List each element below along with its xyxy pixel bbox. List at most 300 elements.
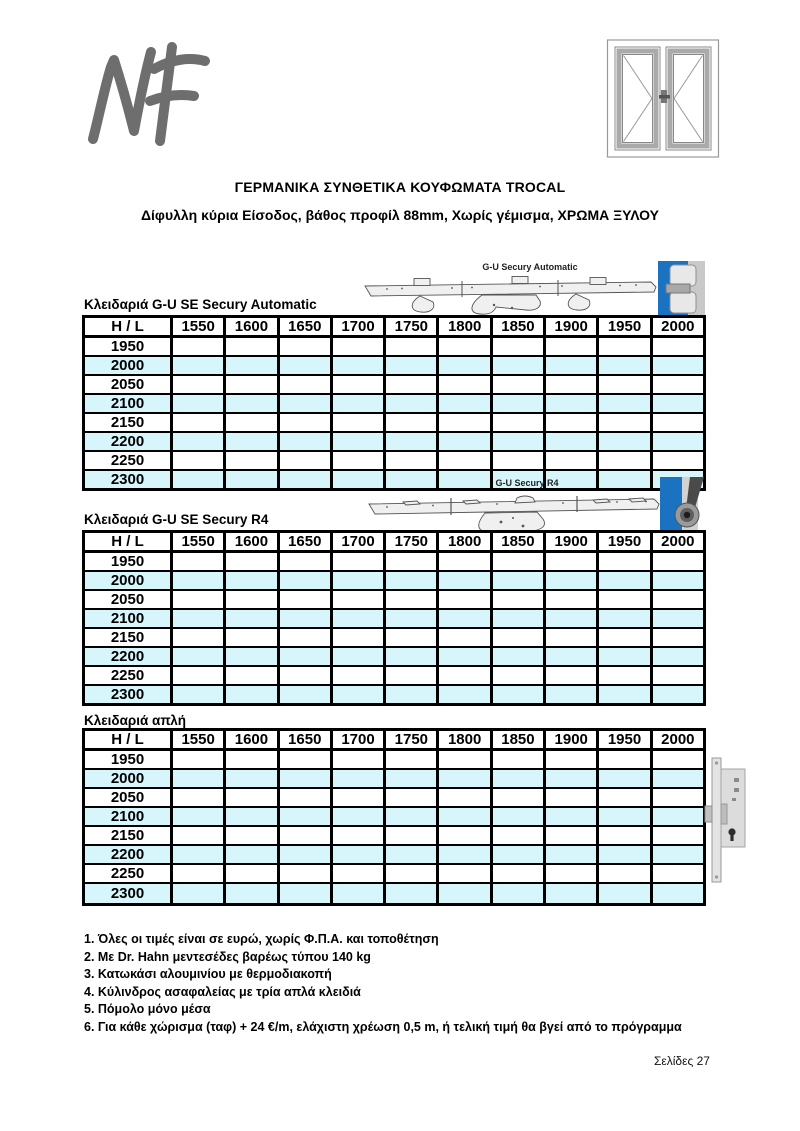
price-cell xyxy=(172,845,225,864)
price-cell xyxy=(172,769,225,788)
price-cell xyxy=(491,750,544,770)
price-cell xyxy=(278,826,331,845)
width-header-cell: 1850 xyxy=(491,730,544,750)
price-cell xyxy=(651,394,704,413)
table-row xyxy=(84,609,705,628)
price-cell xyxy=(385,609,438,628)
price-cell xyxy=(385,337,438,357)
width-header-cell: 1800 xyxy=(438,532,491,552)
price-cell xyxy=(278,807,331,826)
price-cell xyxy=(438,413,491,432)
table-row xyxy=(84,451,705,470)
price-cell xyxy=(651,590,704,609)
price-cell xyxy=(545,356,598,375)
price-cell xyxy=(225,590,278,609)
price-cell xyxy=(331,609,384,628)
price-cell xyxy=(651,375,704,394)
price-cell xyxy=(172,864,225,883)
lock-cylinder-photo xyxy=(660,477,710,533)
price-cell xyxy=(491,685,544,705)
price-cell xyxy=(651,864,704,883)
price-cell xyxy=(598,845,651,864)
price-cell xyxy=(331,883,384,904)
price-cell xyxy=(545,845,598,864)
table-row xyxy=(84,432,705,451)
height-label-cell: 2300 xyxy=(84,470,172,490)
price-cell xyxy=(651,807,704,826)
price-cell xyxy=(491,375,544,394)
width-header-cell: 1550 xyxy=(172,532,225,552)
width-header-cell: 1650 xyxy=(278,317,331,337)
price-cell xyxy=(651,552,704,572)
price-cell xyxy=(172,685,225,705)
price-cell xyxy=(545,590,598,609)
page-subtitle: Δίφυλλη κύρια Είσοδος, βάθος προφίλ 88mm, Χωρίς γέμισμα, ΧΡΩΜΑ ΞΥΛΟΥ xyxy=(140,207,659,223)
width-header-cell: 1900 xyxy=(545,532,598,552)
price-cell xyxy=(172,571,225,590)
price-cell xyxy=(225,864,278,883)
table-row xyxy=(84,685,705,705)
price-cell xyxy=(545,807,598,826)
price-cell xyxy=(385,788,438,807)
price-cell xyxy=(385,571,438,590)
height-label-cell: 2250 xyxy=(84,451,172,470)
price-cell xyxy=(331,356,384,375)
table-row xyxy=(84,571,705,590)
price-cell xyxy=(598,609,651,628)
price-cell xyxy=(438,883,491,904)
price-cell xyxy=(278,470,331,490)
height-label-cell: 2200 xyxy=(84,647,172,666)
price-cell xyxy=(331,807,384,826)
price-cell xyxy=(491,647,544,666)
price-cell xyxy=(278,432,331,451)
price-cell xyxy=(331,647,384,666)
price-cell xyxy=(438,647,491,666)
price-cell xyxy=(491,571,544,590)
height-label-cell: 2300 xyxy=(84,883,172,904)
price-cell xyxy=(385,375,438,394)
height-label-cell: 2000 xyxy=(84,571,172,590)
price-cell xyxy=(385,826,438,845)
price-cell xyxy=(491,845,544,864)
price-cell xyxy=(598,432,651,451)
price-cell xyxy=(331,750,384,770)
price-cell xyxy=(438,826,491,845)
price-cell xyxy=(651,571,704,590)
table-header-row xyxy=(84,730,705,750)
price-cell xyxy=(598,666,651,685)
price-cell xyxy=(491,769,544,788)
price-cell xyxy=(438,356,491,375)
hardware-caption-r4: G-U Secury R4 xyxy=(495,478,559,488)
price-cell xyxy=(331,375,384,394)
height-label-cell: 2200 xyxy=(84,432,172,451)
price-cell xyxy=(545,571,598,590)
height-label-cell: 1950 xyxy=(84,750,172,770)
price-cell xyxy=(225,394,278,413)
mortise-lock-photo xyxy=(704,756,754,884)
width-header-cell: 2000 xyxy=(651,532,704,552)
price-cell xyxy=(651,750,704,770)
price-cell xyxy=(172,609,225,628)
price-cell xyxy=(385,685,438,705)
lock-rail-drawing-r4-icon xyxy=(367,490,661,534)
price-cell xyxy=(438,394,491,413)
price-cell xyxy=(651,432,704,451)
price-cell xyxy=(491,552,544,572)
price-cell xyxy=(225,552,278,572)
price-cell xyxy=(651,788,704,807)
price-cell xyxy=(651,609,704,628)
table-row xyxy=(84,337,705,357)
price-cell xyxy=(331,666,384,685)
price-cell xyxy=(278,451,331,470)
price-cell xyxy=(598,451,651,470)
table-row xyxy=(84,666,705,685)
price-cell xyxy=(438,845,491,864)
price-cell xyxy=(545,750,598,770)
price-cell xyxy=(438,769,491,788)
corner-cell-h-l: H / L xyxy=(84,532,172,552)
price-cell xyxy=(225,337,278,357)
price-cell xyxy=(651,337,704,357)
price-cell xyxy=(598,883,651,904)
note-line: 5. Πόμολο μόνο μέσα xyxy=(84,1002,211,1016)
width-header-cell: 1900 xyxy=(545,730,598,750)
price-cell xyxy=(491,413,544,432)
width-header-cell: 2000 xyxy=(651,317,704,337)
width-header-cell: 1950 xyxy=(598,730,651,750)
price-cell xyxy=(491,628,544,647)
price-cell xyxy=(172,807,225,826)
price-cell xyxy=(651,647,704,666)
width-header-cell: 1550 xyxy=(172,317,225,337)
price-cell xyxy=(491,337,544,357)
price-cell xyxy=(651,413,704,432)
price-cell xyxy=(278,337,331,357)
width-header-cell: 1850 xyxy=(491,317,544,337)
price-cell xyxy=(438,685,491,705)
price-cell xyxy=(598,356,651,375)
price-cell xyxy=(385,394,438,413)
price-cell xyxy=(225,628,278,647)
price-cell xyxy=(438,609,491,628)
page-number: Σελίδες 27 xyxy=(654,1054,710,1068)
price-cell xyxy=(545,337,598,357)
price-cell xyxy=(598,552,651,572)
price-cell xyxy=(438,750,491,770)
corner-cell-h-l: H / L xyxy=(84,730,172,750)
price-cell xyxy=(331,451,384,470)
note-line: 6. Για κάθε χώρισμα (ταφ) + 24 €/m, ελάχιστη χρέωση 0,5 m, ή τελική τιμή θα βγεί από το πρόγραμμα xyxy=(84,1019,682,1034)
price-cell xyxy=(331,864,384,883)
price-cell xyxy=(225,356,278,375)
price-cell xyxy=(172,432,225,451)
price-cell xyxy=(225,769,278,788)
price-cell xyxy=(598,375,651,394)
price-cell xyxy=(278,375,331,394)
price-cell xyxy=(225,826,278,845)
table-row xyxy=(84,807,705,826)
price-cell xyxy=(651,356,704,375)
table-row xyxy=(84,413,705,432)
price-cell xyxy=(225,470,278,490)
price-cell xyxy=(331,826,384,845)
height-label-cell: 2000 xyxy=(84,356,172,375)
lock-rail-drawing-automatic-icon xyxy=(362,273,658,315)
price-cell xyxy=(491,432,544,451)
table-header-row xyxy=(84,317,705,337)
height-label-cell: 2150 xyxy=(84,628,172,647)
price-cell xyxy=(598,826,651,845)
price-cell xyxy=(172,666,225,685)
price-cell xyxy=(545,552,598,572)
width-header-cell: 1850 xyxy=(491,532,544,552)
price-cell xyxy=(438,451,491,470)
price-cell xyxy=(331,394,384,413)
table-row xyxy=(84,590,705,609)
height-label-cell: 2050 xyxy=(84,590,172,609)
price-cell xyxy=(438,628,491,647)
price-cell xyxy=(385,356,438,375)
price-cell xyxy=(491,864,544,883)
price-cell xyxy=(438,375,491,394)
width-header-cell: 1950 xyxy=(598,532,651,552)
price-cell xyxy=(545,769,598,788)
price-cell xyxy=(385,807,438,826)
price-cell xyxy=(172,356,225,375)
price-cell xyxy=(278,845,331,864)
price-cell xyxy=(491,356,544,375)
price-cell xyxy=(385,628,438,647)
price-cell xyxy=(545,883,598,904)
price-cell xyxy=(491,826,544,845)
price-cell xyxy=(278,685,331,705)
price-cell xyxy=(491,609,544,628)
note-line: 1. Όλες οι τιμές είναι σε ευρώ, χωρίς Φ.Π.Α. και τοποθέτηση xyxy=(84,932,439,946)
price-cell xyxy=(225,685,278,705)
lock-keep-photo xyxy=(658,261,705,317)
price-cell xyxy=(598,590,651,609)
price-cell xyxy=(331,552,384,572)
price-cell xyxy=(598,394,651,413)
price-cell xyxy=(225,807,278,826)
price-cell xyxy=(172,552,225,572)
price-cell xyxy=(172,628,225,647)
height-label-cell: 2100 xyxy=(84,609,172,628)
price-cell xyxy=(225,647,278,666)
price-cell xyxy=(172,394,225,413)
price-cell xyxy=(225,451,278,470)
price-cell xyxy=(331,845,384,864)
price-cell xyxy=(491,788,544,807)
height-label-cell: 1950 xyxy=(84,552,172,572)
price-cell xyxy=(545,685,598,705)
price-cell xyxy=(331,413,384,432)
width-header-cell: 1750 xyxy=(385,317,438,337)
price-cell xyxy=(331,685,384,705)
price-cell xyxy=(651,451,704,470)
table-row xyxy=(84,883,705,904)
price-cell xyxy=(545,864,598,883)
price-cell xyxy=(172,413,225,432)
price-cell xyxy=(651,845,704,864)
height-label-cell: 2050 xyxy=(84,788,172,807)
width-header-cell: 1800 xyxy=(438,730,491,750)
price-cell xyxy=(172,750,225,770)
price-cell xyxy=(225,609,278,628)
price-cell xyxy=(598,571,651,590)
table-row xyxy=(84,647,705,666)
price-cell xyxy=(225,413,278,432)
price-table-simple-lock xyxy=(82,728,706,906)
price-cell xyxy=(598,647,651,666)
note-line: 2. Με Dr. Hahn μεντεσέδες βαρέως τύπου 140 kg xyxy=(84,949,371,964)
price-cell xyxy=(385,864,438,883)
price-cell xyxy=(545,647,598,666)
width-header-cell: 1900 xyxy=(545,317,598,337)
width-header-cell: 1600 xyxy=(225,532,278,552)
table-title-simple-lock: Κλειδαριά απλή xyxy=(84,713,186,728)
height-label-cell: 2150 xyxy=(84,413,172,432)
price-cell xyxy=(225,432,278,451)
price-cell xyxy=(438,807,491,826)
price-cell xyxy=(278,864,331,883)
price-cell xyxy=(438,552,491,572)
price-cell xyxy=(491,451,544,470)
price-cell xyxy=(385,666,438,685)
price-cell xyxy=(172,470,225,490)
price-cell xyxy=(598,788,651,807)
height-label-cell: 2150 xyxy=(84,826,172,845)
price-cell xyxy=(172,337,225,357)
price-cell xyxy=(172,647,225,666)
height-label-cell: 2300 xyxy=(84,685,172,705)
price-cell xyxy=(225,750,278,770)
price-cell xyxy=(545,826,598,845)
corner-cell-h-l: H / L xyxy=(84,317,172,337)
width-header-cell: 1750 xyxy=(385,532,438,552)
price-cell xyxy=(491,883,544,904)
height-label-cell: 2000 xyxy=(84,769,172,788)
price-cell xyxy=(598,685,651,705)
footnotes xyxy=(84,931,682,1036)
hardware-caption-automatic: G-U Secury Automatic xyxy=(482,262,578,272)
price-cell xyxy=(545,394,598,413)
price-cell xyxy=(545,609,598,628)
price-cell xyxy=(278,590,331,609)
price-cell xyxy=(278,769,331,788)
price-cell xyxy=(278,883,331,904)
price-cell xyxy=(491,590,544,609)
table-title-secury-r4: Κλειδαριά G-U SE Secury R4 xyxy=(84,512,269,527)
price-cell xyxy=(438,337,491,357)
price-cell xyxy=(278,666,331,685)
double-door-icon xyxy=(606,36,720,160)
price-cell xyxy=(331,337,384,357)
price-cell xyxy=(225,845,278,864)
price-cell xyxy=(225,571,278,590)
price-cell xyxy=(651,883,704,904)
price-cell xyxy=(385,552,438,572)
price-cell xyxy=(545,451,598,470)
price-cell xyxy=(598,769,651,788)
table-row xyxy=(84,394,705,413)
table-header-row xyxy=(84,532,705,552)
height-label-cell: 2050 xyxy=(84,375,172,394)
height-label-cell: 2250 xyxy=(84,666,172,685)
price-cell xyxy=(278,356,331,375)
price-cell xyxy=(172,788,225,807)
table-row xyxy=(84,864,705,883)
price-table-secury-r4 xyxy=(82,530,706,706)
table-row xyxy=(84,769,705,788)
height-label-cell: 2100 xyxy=(84,394,172,413)
price-cell xyxy=(545,432,598,451)
width-header-cell: 1700 xyxy=(331,532,384,552)
width-header-cell: 1700 xyxy=(331,730,384,750)
price-cell xyxy=(278,552,331,572)
price-cell xyxy=(278,750,331,770)
price-cell xyxy=(651,685,704,705)
price-cell xyxy=(278,788,331,807)
price-cell xyxy=(225,788,278,807)
table-row xyxy=(84,788,705,807)
price-cell xyxy=(172,826,225,845)
price-cell xyxy=(491,807,544,826)
nf-logo xyxy=(84,40,216,146)
price-cell xyxy=(331,788,384,807)
price-cell xyxy=(545,375,598,394)
height-label-cell: 2250 xyxy=(84,864,172,883)
price-cell xyxy=(385,883,438,904)
price-cell xyxy=(225,666,278,685)
price-cell xyxy=(385,413,438,432)
price-cell xyxy=(385,647,438,666)
page-title: ΓΕΡΜΑΝΙΚΑ ΣΥΝΘΕΤΙΚΑ ΚΟΥΦΩΜΑΤΑ TROCAL xyxy=(234,179,566,195)
price-cell xyxy=(331,571,384,590)
price-cell xyxy=(438,788,491,807)
width-header-cell: 2000 xyxy=(651,730,704,750)
price-table-secury-automatic xyxy=(82,315,706,491)
price-cell xyxy=(278,394,331,413)
table-row xyxy=(84,356,705,375)
price-cell xyxy=(278,413,331,432)
price-cell xyxy=(331,470,384,490)
width-header-cell: 1600 xyxy=(225,317,278,337)
price-cell xyxy=(331,590,384,609)
height-label-cell: 1950 xyxy=(84,337,172,357)
price-cell xyxy=(545,788,598,807)
price-cell xyxy=(651,769,704,788)
note-line: 4. Κύλινδρος ασαφαλείας με τρία απλά κλειδιά xyxy=(84,984,361,999)
price-cell xyxy=(385,769,438,788)
price-cell xyxy=(278,609,331,628)
price-cell xyxy=(225,883,278,904)
height-label-cell: 2200 xyxy=(84,845,172,864)
price-cell xyxy=(438,590,491,609)
price-cell xyxy=(491,666,544,685)
price-cell xyxy=(331,432,384,451)
width-header-cell: 1950 xyxy=(598,317,651,337)
width-header-cell: 1600 xyxy=(225,730,278,750)
table-row xyxy=(84,826,705,845)
price-cell xyxy=(172,590,225,609)
table-title-secury-automatic: Κλειδαριά G-U SE Secury Automatic xyxy=(84,297,317,312)
price-cell xyxy=(385,451,438,470)
width-header-cell: 1700 xyxy=(331,317,384,337)
